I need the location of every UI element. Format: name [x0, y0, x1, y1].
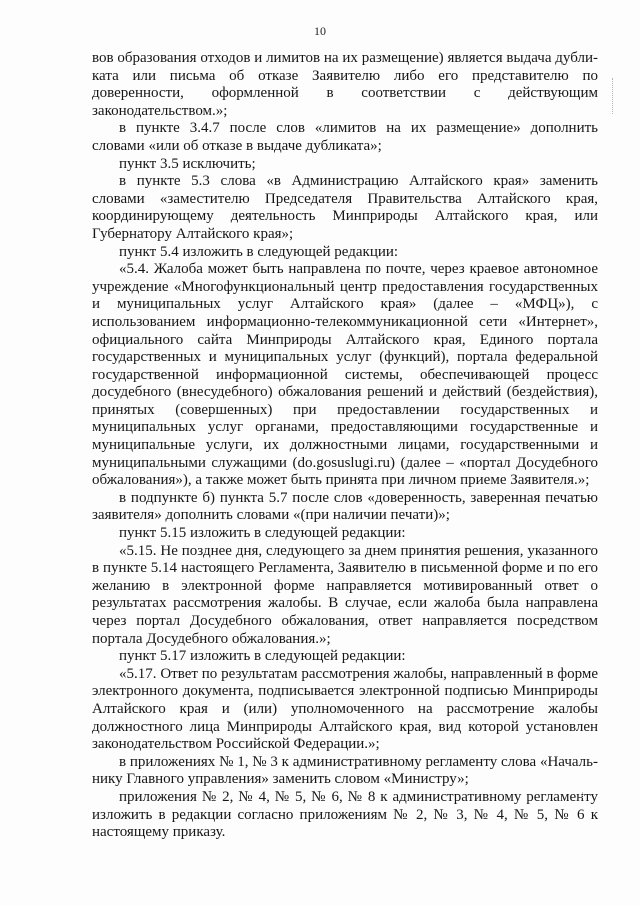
- paragraph-11: «5.17. Ответ по результатам рассмотрения жалобы, направленный в форме электронного документа, подписывается электронной подписью Минприроды Алтайского края и (или) уполномоченного на рассмотрение жалобы должностного лица Минприроды Алтайского края, вид которой установлен законодательством Российской Федерации.»;: [92, 665, 598, 753]
- page-number: 10: [314, 24, 326, 38]
- scan-speck: [612, 78, 614, 114]
- paragraph-6: «5.4. Жалоба может быть направлена по почте, через краевое автономное учреждение «Многофункциональный центр предоставления государственных и муниципальных услуг Алтайского края» (далее – «МФЦ»), с использованием информационно-телекоммуникационной сети «Интернет», официального сайта Минприроды Алтайского края, Единого портала государственных и муниципальных услуг (функций), портала федеральной государственной информационной системы, обеспечивающей процесс досудебного (внесудебного) обжалования решений и действий (бездействия), принятых (совершенных) при предоставлении государственных и муниципальных услуг органами, предоставляющими государственные и муниципальные услуги, их должностными лицами, государственными и муниципальными служащими (do.gosuslugi.ru) (далее – «портал Досудебного обжалования»), а также может быть принята при личном приеме Заявителя.»;: [92, 261, 598, 489]
- paragraph-9: «5.15. Не позднее дня, следующего за днем принятия решения, указанного в пункте 5.14 настоящего Регламента, Заявителю в письменной форме и по его желанию в электронной форме направляется мотивированный ответ о результатах рассмотрения жалобы. В случае, если жалоба была направлена через портал Досудебного обжалования, ответ направляется посредством портала Досудебного обжалования.»;: [92, 542, 598, 647]
- paragraph-13: приложения № 2, № 4, № 5, № 6, № 8 к административному регламенту изложить в редакции согласно приложениям № 2, № 3, № 4, № 5, № 6 к настоящему приказу.: [92, 788, 598, 841]
- document-body: [92, 50, 598, 842]
- paragraph-5: пункт 5.4 изложить в следующей редакции:: [119, 243, 399, 260]
- paragraph-7: в подпункте б) пункта 5.7 после слов «доверенность, заверенная печатью заявителя» дополнить словами «(при наличии печати)»;: [92, 489, 598, 524]
- scan-speck: [582, 792, 589, 798]
- paragraph-3: пункт 3.5 исключить;: [119, 155, 256, 172]
- paragraph-8: пункт 5.15 изложить в следующей редакции:: [119, 525, 406, 542]
- paragraph-10: пункт 5.17 изложить в следующей редакции:: [119, 648, 406, 665]
- paragraph-4: в пункте 5.3 слова «в Администрацию Алтайского края» заменить словами «заместителю Председателя Правительства Алтайского края, координирующему деятельность Минприроды Алтайского края, или Губернатору Алтайского края»;: [92, 173, 598, 242]
- paragraph-1: вов образования отходов и лимитов на их размещение) является выдача дубликата или письма об отказе Заявителю либо его представителю по доверенности, оформленной в соответствии с действующим законодательством.»;: [92, 50, 598, 119]
- paragraph-12: в приложениях № 1, № 3 к административному регламенту слова «Начальнику Главного управления» заменить словом «Министру»;: [92, 753, 598, 788]
- paragraph-2: в пункте 3.4.7 после слов «лимитов на их размещение» дополнить словами «или об отказе в выдаче дубликата»;: [92, 120, 598, 154]
